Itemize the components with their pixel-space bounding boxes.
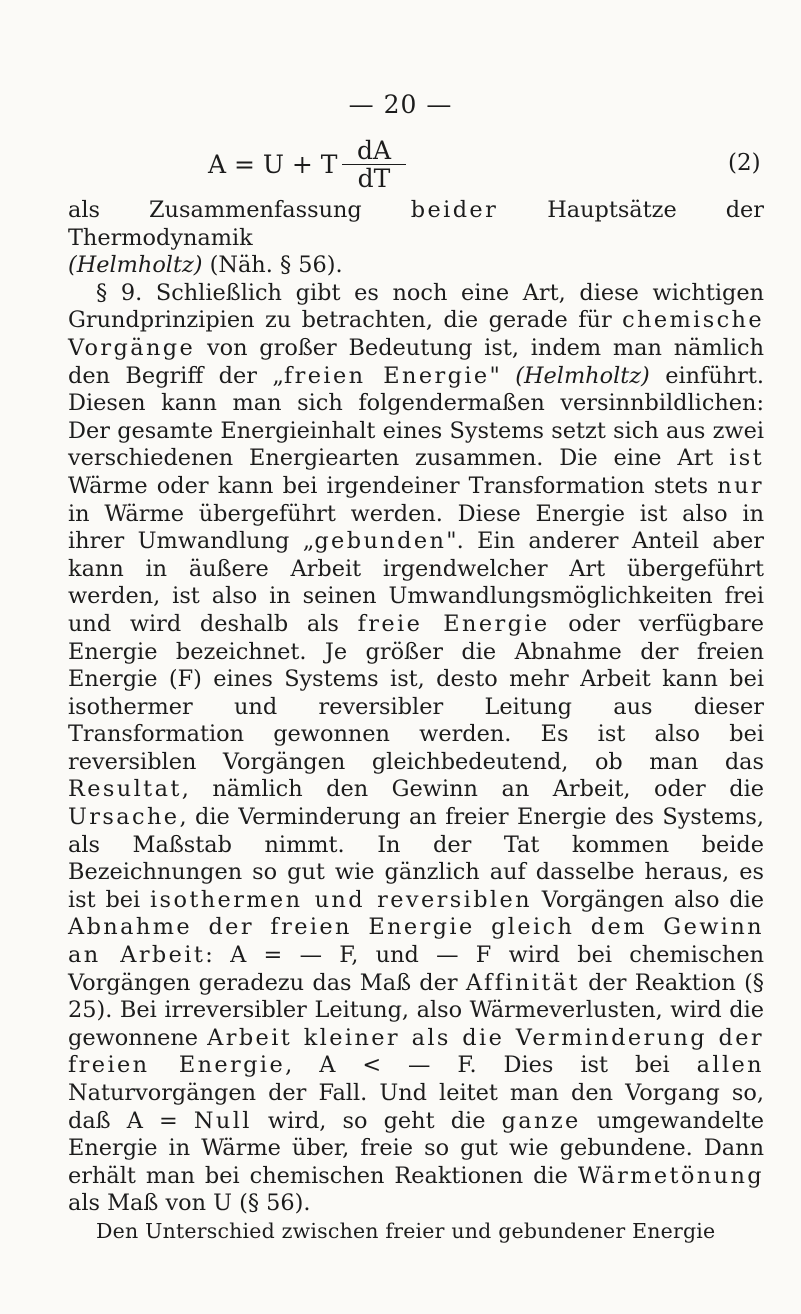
text-run: " [489, 362, 516, 389]
text-emphasis: freien Energie [283, 362, 490, 389]
paragraph-section-9 [68, 280, 764, 1218]
text-emphasis: Ursache [68, 804, 180, 831]
text-run: § 9. Schließlich gibt es noch eine Art, diese wichtigen Grundprinzipien zu betrachten, die gerade für [68, 279, 764, 334]
text-run: wird, so geht die [251, 1107, 502, 1134]
text-emphasis: beider [410, 197, 499, 223]
text-emphasis: allen [696, 1052, 764, 1079]
text-run: der Reaktion (§ 25). Bei irreversibler Leitung, also Wärmeverlusten, wird die gewonnene [68, 969, 765, 1051]
text-emphasis: Abnahme der freien Energie gleich dem Gewinn an Arbeit [68, 914, 764, 969]
text-run: , nämlich den Gewinn an Arbeit, oder die [181, 776, 764, 803]
equation-number: (2) [728, 150, 761, 176]
text-emphasis: Arbeit kleiner als die Verminderung der freien Energie [68, 1024, 764, 1079]
body-text [68, 197, 764, 1246]
text-emphasis: Resultat [68, 776, 182, 803]
text-emphasis: ist [729, 445, 764, 472]
text-emphasis: Null [193, 1107, 252, 1134]
text-run: als Zusammenfassung [68, 197, 411, 223]
paragraph-summary [68, 197, 764, 280]
text-emphasis: Affinität [465, 969, 580, 996]
text-run: : A = — F, und — F wird bei chemischen Vorgängen geradezu das Maß der [68, 942, 764, 996]
text-run: als Maß von U (§ 56). [68, 1190, 311, 1217]
text-emphasis: Wärmetönung [577, 1162, 764, 1189]
fraction-numerator: dA [342, 138, 406, 165]
text-run: in Wärme übergeführt werden. Diese Energie ist also in ihrer Umwandlung „ [68, 500, 764, 555]
text-emphasis: freie Energie [357, 610, 550, 637]
text-run: , die Verminderung an freier Energie des Systems, als Maßstab nimmt. In der Tat kommen beide Bezeichnungen so gut wie gänzlich auf dasselbe heraus, es ist bei [68, 804, 764, 913]
equation-fraction [342, 138, 406, 191]
fraction-denominator: dT [357, 164, 391, 193]
text-italic: (Helmholtz) [68, 252, 203, 279]
text-run: von großer Bedeutung ist, indem man nämlich den Begriff der „ [68, 334, 764, 389]
text-emphasis: ganze [501, 1107, 581, 1134]
text-run: , A < — F. Dies ist bei [285, 1052, 697, 1079]
text-run: (Näh. § 56). [202, 252, 343, 279]
text-emphasis: chemische Vorgänge [68, 307, 764, 361]
text-run: Hauptsätze der Thermodynamik [68, 197, 764, 251]
paragraph-continuation: Den Unterschied zwischen freier und gebundener Energie [96, 1218, 716, 1243]
text-emphasis: nur [717, 472, 764, 499]
page-number: — 20 — [348, 90, 453, 119]
text-run: Wärme oder kann bei irgendeiner Transformation stets [68, 472, 718, 499]
text-run: Vorgängen also die [531, 886, 764, 913]
text-run: Naturvorgängen der Fall. Und leitet man den Vorgang so, daß A = [68, 1080, 764, 1134]
equation-lhs: A = U + T [208, 150, 338, 179]
text-run: umgewandelte Energie in Wärme über, freie so gut wie gebundene. Dann erhält man bei chemischen Reaktionen die [68, 1107, 764, 1189]
text-run: einführt. Diesen kann man sich folgendermaßen versinnbildlichen: Der gesamte Energieinhalt eines Systems setzt sich aus zwei verschiedenen Energiearten zusammen. Die eine Art [68, 362, 764, 472]
text-italic: (Helmholtz) [515, 362, 650, 389]
text-emphasis: isothermen und reversiblen [150, 886, 532, 913]
text-run: ". Ein anderer Anteil aber kann in äußere Arbeit irgendwelcher Art übergeführt werden, ist also in seinen Umwandlungsmöglichkeiten frei und wird deshalb als [68, 528, 765, 637]
text-run: oder verfügbare Energie bezeichnet. Je größer die Abnahme der freien Energie (F) eines Systems ist, desto mehr Arbeit kann bei isothermer und reversibler Leitung aus dieser Transformation gewonnen werden. Es ist also bei reversiblen Vorgängen gleichbedeutend, ob man das [68, 610, 764, 775]
text-emphasis: gebunden [314, 528, 447, 555]
